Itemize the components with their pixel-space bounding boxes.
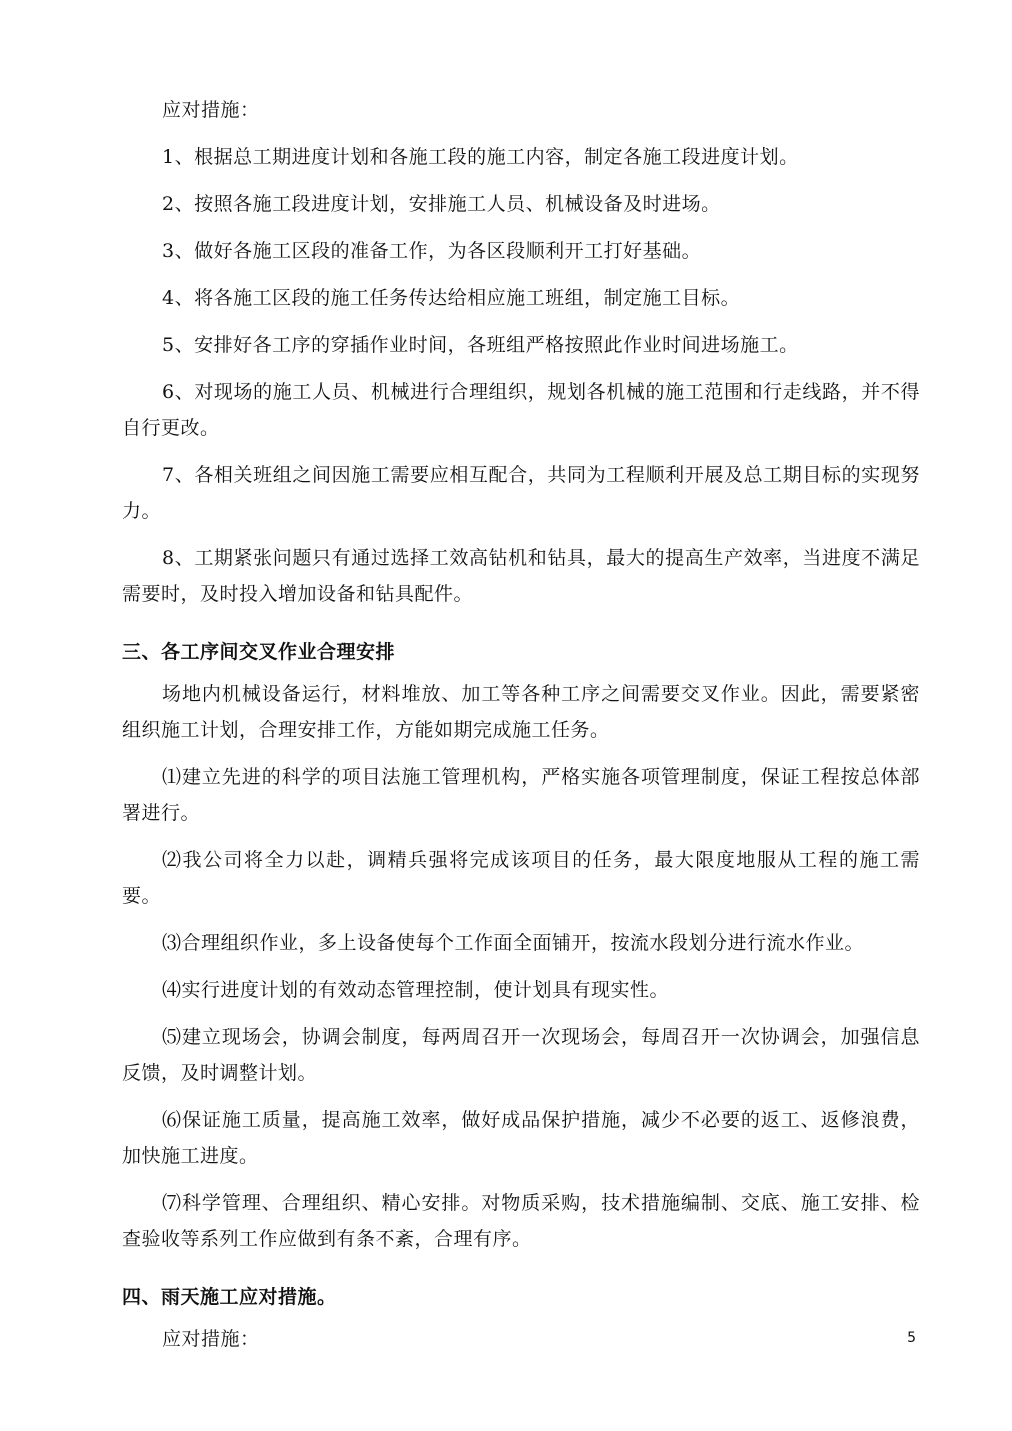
- section-heading-4: 四、雨天施工应对措施。: [122, 1286, 337, 1308]
- arrangement-item-2: ⑵我公司将全力以赴，调精兵强将完成该项目的任务，最大限度地服从工程的施工需要。: [122, 849, 920, 907]
- arrangement-item-4: ⑷实行进度计划的有效动态管理控制，使计划具有现实性。: [162, 979, 670, 1001]
- arrangement-item-5: ⑸建立现场会，协调会制度，每两周召开一次现场会，每周召开一次协调会，加强信息反馈，及时调整计划。: [122, 1026, 920, 1084]
- measure-item-3: 3、做好各施工区段的准备工作，为各区段顺利开工打好基础。: [162, 240, 702, 262]
- arrangement-item-6: ⑹保证施工质量，提高施工效率，做好成品保护措施，减少不必要的返工、返修浪费，加快施工进度。: [122, 1109, 920, 1167]
- measure-item-4: 4、将各施工区段的施工任务传达给相应施工班组，制定施工目标。: [162, 287, 741, 309]
- measure-item-1: 1、根据总工期进度计划和各施工段的施工内容，制定各施工段进度计划。: [162, 146, 799, 168]
- section-3-intro: 场地内机械设备运行，材料堆放、加工等各种工序之间需要交叉作业。因此，需要紧密组织施工计划，合理安排工作，方能如期完成施工任务。: [122, 683, 920, 741]
- arrangement-item-1: ⑴建立先进的科学的项目法施工管理机构，严格实施各项管理制度，保证工程按总体部署进行。: [122, 766, 920, 824]
- measures-label: 应对措施：: [162, 99, 260, 121]
- page-number: 5: [907, 1330, 916, 1346]
- section-4-measures-label: 应对措施：: [162, 1328, 260, 1350]
- measure-item-7: 7、各相关班组之间因施工需要应相互配合，共同为工程顺利开展及总工期目标的实现努力。: [122, 464, 920, 522]
- measure-item-2: 2、按照各施工段进度计划，安排施工人员、机械设备及时进场。: [162, 193, 721, 215]
- document-body: [122, 92, 920, 1368]
- measure-item-6: 6、对现场的施工人员、机械进行合理组织，规划各机械的施工范围和行走线路，并不得自行更改。: [122, 381, 920, 439]
- measure-item-5: 5、安排好各工序的穿插作业时间，各班组严格按照此作业时间进场施工。: [162, 334, 799, 356]
- arrangement-item-3: ⑶合理组织作业，多上设备使每个工作面全面铺开，按流水段划分进行流水作业。: [162, 932, 865, 954]
- arrangement-item-7: ⑺科学管理、合理组织、精心安排。对物质采购，技术措施编制、交底、施工安排、检查验收等系列工作应做到有条不紊，合理有序。: [122, 1192, 920, 1250]
- section-heading-3: 三、各工序间交叉作业合理安排: [122, 641, 396, 663]
- measure-item-8: 8、工期紧张问题只有通过选择工效高钻机和钻具，最大的提高生产效率，当进度不满足需要时，及时投入增加设备和钻具配件。: [122, 547, 920, 605]
